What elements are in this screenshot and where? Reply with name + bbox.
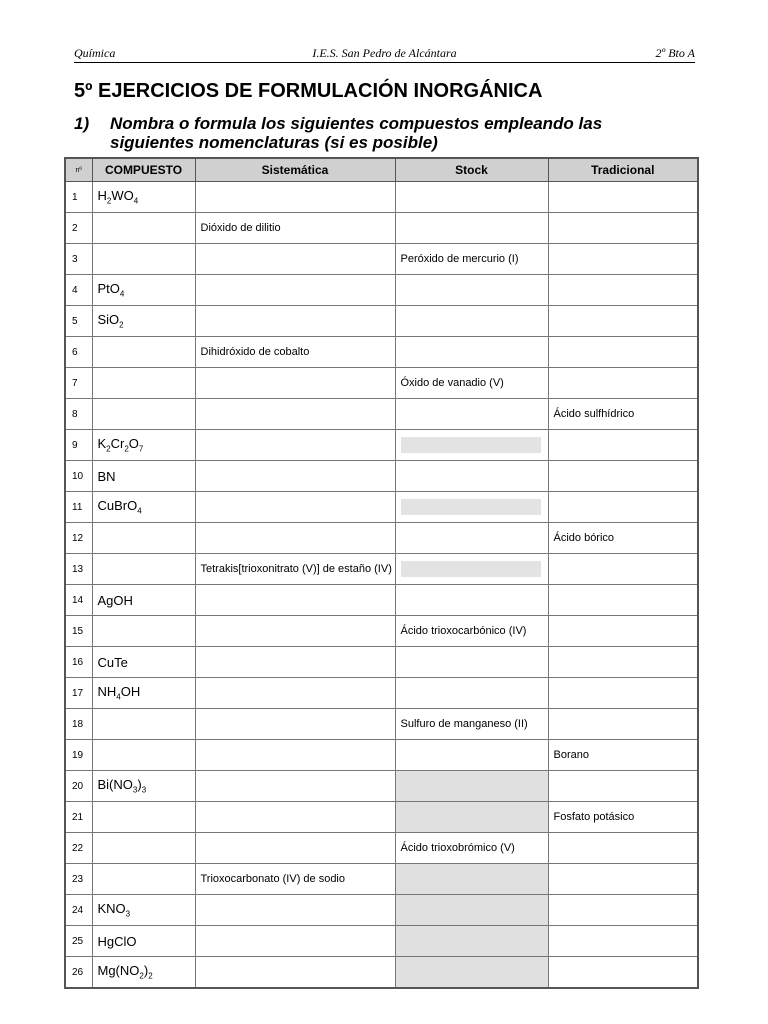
tradicional-cell — [548, 678, 698, 709]
formula-text: KNO — [97, 901, 126, 917]
row-number: 13 — [65, 554, 92, 585]
row-number: 25 — [65, 926, 92, 957]
sistematica-cell — [195, 275, 395, 306]
formula-text: O — [128, 436, 139, 452]
tradicional-cell — [548, 306, 698, 337]
row-number: 18 — [65, 709, 92, 740]
sistematica-cell — [195, 895, 395, 926]
stock-cell — [395, 864, 548, 895]
table-row — [65, 244, 698, 275]
formula-subscript: 2 — [124, 444, 129, 454]
row-number: 4 — [65, 275, 92, 306]
row-number: 21 — [65, 802, 92, 833]
sistematica-cell — [195, 802, 395, 833]
row-number: 20 — [65, 771, 92, 802]
table-header-row — [65, 158, 698, 182]
tradicional-cell — [548, 647, 698, 678]
sistematica-cell — [195, 616, 395, 647]
row-number: 24 — [65, 895, 92, 926]
tradicional-cell — [548, 926, 698, 957]
formula-text: PtO — [97, 281, 120, 297]
compound-formula — [92, 585, 195, 616]
table-row — [65, 616, 698, 647]
compound-formula — [92, 802, 195, 833]
formula-text: K — [97, 436, 107, 452]
table-row — [65, 709, 698, 740]
table-row — [65, 585, 698, 616]
tradicional-cell: Fosfato potásico — [548, 802, 698, 833]
sistematica-cell — [195, 492, 395, 523]
row-number: 26 — [65, 957, 92, 989]
stock-cell — [395, 337, 548, 368]
compound-formula — [92, 833, 195, 864]
header-num: nº — [65, 158, 92, 182]
tradicional-cell — [548, 895, 698, 926]
compound-formula — [92, 647, 195, 678]
stock-cell — [395, 802, 548, 833]
compound-formula — [92, 616, 195, 647]
sistematica-cell — [195, 678, 395, 709]
tradicional-cell — [548, 337, 698, 368]
tradicional-cell — [548, 275, 698, 306]
row-number: 6 — [65, 337, 92, 368]
row-number: 7 — [65, 368, 92, 399]
tradicional-cell — [548, 554, 698, 585]
compound-formula — [92, 213, 195, 244]
compound-formula — [92, 895, 195, 926]
row-number: 8 — [65, 399, 92, 430]
compound-formula — [92, 926, 195, 957]
formula-subscript: 2 — [119, 320, 124, 330]
compound-formula — [92, 709, 195, 740]
stock-cell — [395, 926, 548, 957]
compound-formula — [92, 554, 195, 585]
shaded-answer-bar — [401, 561, 541, 577]
table-row — [65, 926, 698, 957]
compound-formula — [92, 368, 195, 399]
stock-cell — [395, 523, 548, 554]
table-row — [65, 957, 698, 989]
formula-text: H — [97, 188, 107, 204]
compound-formula — [92, 492, 195, 523]
formula-text: Cr — [110, 436, 125, 452]
formula-text: CuTe — [97, 654, 128, 670]
compound-formula — [92, 461, 195, 492]
row-number: 19 — [65, 740, 92, 771]
stock-cell: Sulfuro de manganeso (II) — [395, 709, 548, 740]
row-number: 12 — [65, 523, 92, 554]
formula-subscript: 4 — [133, 196, 139, 206]
formula-subscript: 4 — [119, 289, 125, 299]
tradicional-cell: Ácido bórico — [548, 523, 698, 554]
sistematica-cell — [195, 771, 395, 802]
table-body — [65, 182, 698, 989]
formula-text: HgClO — [97, 933, 137, 949]
tradicional-cell — [548, 833, 698, 864]
stock-cell — [395, 492, 548, 523]
formula-subscript: 3 — [132, 785, 138, 795]
table-row — [65, 678, 698, 709]
table-row — [65, 895, 698, 926]
table-row — [65, 740, 698, 771]
row-number: 10 — [65, 461, 92, 492]
stock-cell — [395, 461, 548, 492]
stock-cell — [395, 306, 548, 337]
compound-formula — [92, 244, 195, 275]
formula-subscript: 2 — [106, 444, 111, 454]
compound-formula — [92, 430, 195, 461]
formula-text: Mg(NO — [97, 963, 140, 979]
row-number: 15 — [65, 616, 92, 647]
sistematica-cell: Dióxido de dilitio — [195, 213, 395, 244]
stock-cell — [395, 585, 548, 616]
row-number: 2 — [65, 213, 92, 244]
compound-formula — [92, 275, 195, 306]
sistematica-cell — [195, 957, 395, 989]
stock-cell — [395, 957, 548, 989]
table-row — [65, 368, 698, 399]
header-stock: Stock — [395, 158, 548, 182]
tradicional-cell — [548, 492, 698, 523]
header-subject: Química — [74, 46, 116, 60]
sistematica-cell — [195, 244, 395, 275]
compound-formula — [92, 740, 195, 771]
formula-text: OH — [120, 684, 141, 700]
table-row — [65, 802, 698, 833]
header-compuesto: COMPUESTO — [92, 158, 195, 182]
formula-subscript: 2 — [139, 971, 144, 981]
header-course: 2º Bto A — [655, 46, 695, 60]
formula-text: ) — [143, 963, 149, 979]
stock-cell — [395, 771, 548, 802]
row-number: 16 — [65, 647, 92, 678]
formula-text: WO — [111, 188, 134, 204]
question-number: 1) — [74, 114, 90, 133]
table-row — [65, 771, 698, 802]
formula-text: SiO — [97, 312, 120, 328]
tradicional-cell — [548, 709, 698, 740]
sistematica-cell: Dihidróxido de cobalto — [195, 337, 395, 368]
table-row — [65, 523, 698, 554]
table-row — [65, 492, 698, 523]
sistematica-cell — [195, 399, 395, 430]
stock-cell: Óxido de vanadio (V) — [395, 368, 548, 399]
row-number: 14 — [65, 585, 92, 616]
table-row — [65, 306, 698, 337]
row-number: 1 — [65, 182, 92, 213]
compound-formula — [92, 306, 195, 337]
sistematica-cell — [195, 833, 395, 864]
table-row — [65, 430, 698, 461]
compound-formula — [92, 182, 195, 213]
formula-text: BN — [97, 468, 116, 484]
question-text: Nombra o formula los siguientes compuestos empleando las siguientes nomenclaturas (si es posible) — [110, 114, 603, 152]
stock-cell — [395, 554, 548, 585]
table-row — [65, 461, 698, 492]
tradicional-cell — [548, 957, 698, 989]
row-number: 3 — [65, 244, 92, 275]
tradicional-cell — [548, 213, 698, 244]
stock-cell — [395, 678, 548, 709]
formula-subscript: 7 — [138, 444, 144, 454]
table-row — [65, 833, 698, 864]
formula-text: Bi(NO — [97, 777, 133, 793]
stock-cell — [395, 399, 548, 430]
table-row — [65, 275, 698, 306]
compound-formula — [92, 678, 195, 709]
tradicional-cell — [548, 182, 698, 213]
compound-formula — [92, 399, 195, 430]
table-row — [65, 864, 698, 895]
tradicional-cell — [548, 864, 698, 895]
stock-cell — [395, 740, 548, 771]
stock-cell — [395, 275, 548, 306]
sistematica-cell — [195, 461, 395, 492]
sistematica-cell — [195, 740, 395, 771]
sistematica-cell: Tetrakis[trioxonitrato (V)] de estaño (IV) — [195, 554, 395, 585]
formula-text: AgOH — [97, 592, 133, 608]
shaded-answer-bar — [401, 437, 541, 453]
stock-cell — [395, 647, 548, 678]
formula-text: ) — [137, 777, 142, 793]
stock-cell: Ácido trioxobrómico (V) — [395, 833, 548, 864]
exercise-table — [64, 157, 699, 989]
tradicional-cell — [548, 616, 698, 647]
page-header — [74, 44, 695, 63]
table-row — [65, 182, 698, 213]
tradicional-cell: Borano — [548, 740, 698, 771]
sistematica-cell — [195, 523, 395, 554]
formula-text: NH — [97, 684, 117, 700]
header-tradicional: Tradicional — [548, 158, 698, 182]
row-number: 17 — [65, 678, 92, 709]
stock-cell — [395, 182, 548, 213]
table-row — [65, 647, 698, 678]
formula-subscript: 2 — [106, 196, 112, 206]
tradicional-cell — [548, 368, 698, 399]
sistematica-cell — [195, 182, 395, 213]
row-number: 5 — [65, 306, 92, 337]
sistematica-cell — [195, 585, 395, 616]
header-school: I.E.S. San Pedro de Alcántara — [312, 46, 457, 60]
table-row — [65, 337, 698, 368]
sistematica-cell — [195, 709, 395, 740]
stock-cell: Peróxido de mercurio (I) — [395, 244, 548, 275]
tradicional-cell — [548, 585, 698, 616]
stock-cell — [395, 213, 548, 244]
stock-cell — [395, 895, 548, 926]
sistematica-cell — [195, 368, 395, 399]
tradicional-cell: Ácido sulfhídrico — [548, 399, 698, 430]
sistematica-cell — [195, 306, 395, 337]
document-title: 5º EJERCICIOS DE FORMULACIÓN INORGÁNICA — [74, 80, 543, 102]
formula-subscript: 3 — [141, 785, 147, 795]
table-row — [65, 554, 698, 585]
table-row — [65, 399, 698, 430]
stock-cell — [395, 430, 548, 461]
formula-subscript: 4 — [137, 506, 142, 516]
compound-formula — [92, 337, 195, 368]
stock-cell: Ácido trioxocarbónico (IV) — [395, 616, 548, 647]
compound-formula — [92, 523, 195, 554]
table-row — [65, 213, 698, 244]
row-number: 22 — [65, 833, 92, 864]
row-number: 9 — [65, 430, 92, 461]
row-number: 11 — [65, 492, 92, 523]
tradicional-cell — [548, 461, 698, 492]
sistematica-cell — [195, 926, 395, 957]
tradicional-cell — [548, 771, 698, 802]
compound-formula — [92, 957, 195, 989]
sistematica-cell — [195, 647, 395, 678]
header-sistematica: Sistemática — [195, 158, 395, 182]
compound-formula — [92, 771, 195, 802]
formula-subscript: 4 — [116, 692, 121, 702]
formula-text: CuBrO — [97, 498, 138, 514]
formula-subscript: 3 — [125, 909, 131, 919]
row-number: 23 — [65, 864, 92, 895]
tradicional-cell — [548, 430, 698, 461]
sistematica-cell — [195, 430, 395, 461]
sistematica-cell: Trioxocarbonato (IV) de sodio — [195, 864, 395, 895]
formula-subscript: 2 — [148, 971, 153, 981]
compound-formula — [92, 864, 195, 895]
tradicional-cell — [548, 244, 698, 275]
shaded-answer-bar — [401, 499, 541, 515]
